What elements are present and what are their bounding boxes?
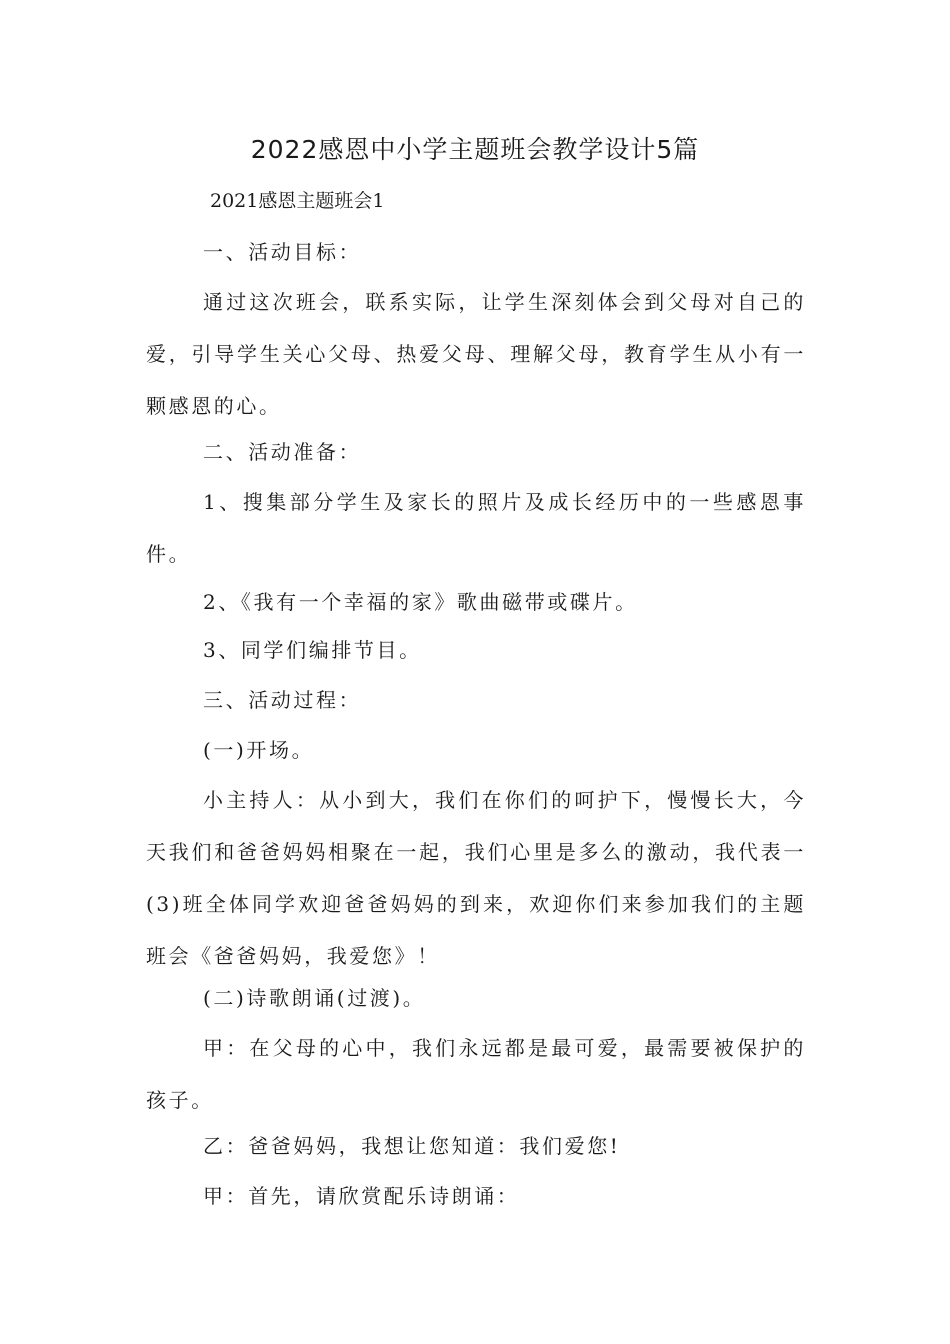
paragraph-speaker-b: 乙：爸爸妈妈，我想让您知道：我们爱您! <box>203 1134 621 1158</box>
paragraph-host-speech: 小主持人：从小到大，我们在你们的呵护下，慢慢长大，今天我们和爸爸妈妈相聚在一起，我们心里是多么的激动，我代表一(3)班全体同学欢迎爸爸妈妈的到来，欢迎你们来参加我们的主题班会《爸爸妈妈，我爱您》！ <box>146 788 806 968</box>
document-subtitle: 2021感恩主题班会1 <box>210 190 385 212</box>
paragraph-speaker-a-2: 甲：首先，请欣赏配乐诗朗诵： <box>203 1184 520 1208</box>
section-heading-preparation: 二、活动准备： <box>203 440 362 464</box>
document-title: 2022感恩中小学主题班会教学设计5篇 <box>250 135 700 164</box>
section-heading-goals: 一、活动目标： <box>203 240 362 264</box>
subsection-heading-poetry: (二)诗歌朗诵(过渡)。 <box>203 986 426 1010</box>
list-item-preparation-3: 3、同学们编排节目。 <box>203 638 422 662</box>
list-item-preparation-1: 1、搜集部分学生及家长的照片及成长经历中的一些感恩事件。 <box>146 490 806 566</box>
paragraph-speaker-a-1: 甲：在父母的心中，我们永远都是最可爱，最需要被保护的孩子。 <box>146 1036 806 1112</box>
subsection-heading-opening: (一)开场。 <box>203 738 315 762</box>
section-heading-process: 三、活动过程： <box>203 688 362 712</box>
paragraph-goals: 通过这次班会，联系实际，让学生深刻体会到父母对自己的爱，引导学生关心父母、热爱父母、理解父母，教育学生从小有一颗感恩的心。 <box>146 290 806 418</box>
list-item-preparation-2: 2、《我有一个幸福的家》歌曲磁带或碟片。 <box>203 590 638 614</box>
